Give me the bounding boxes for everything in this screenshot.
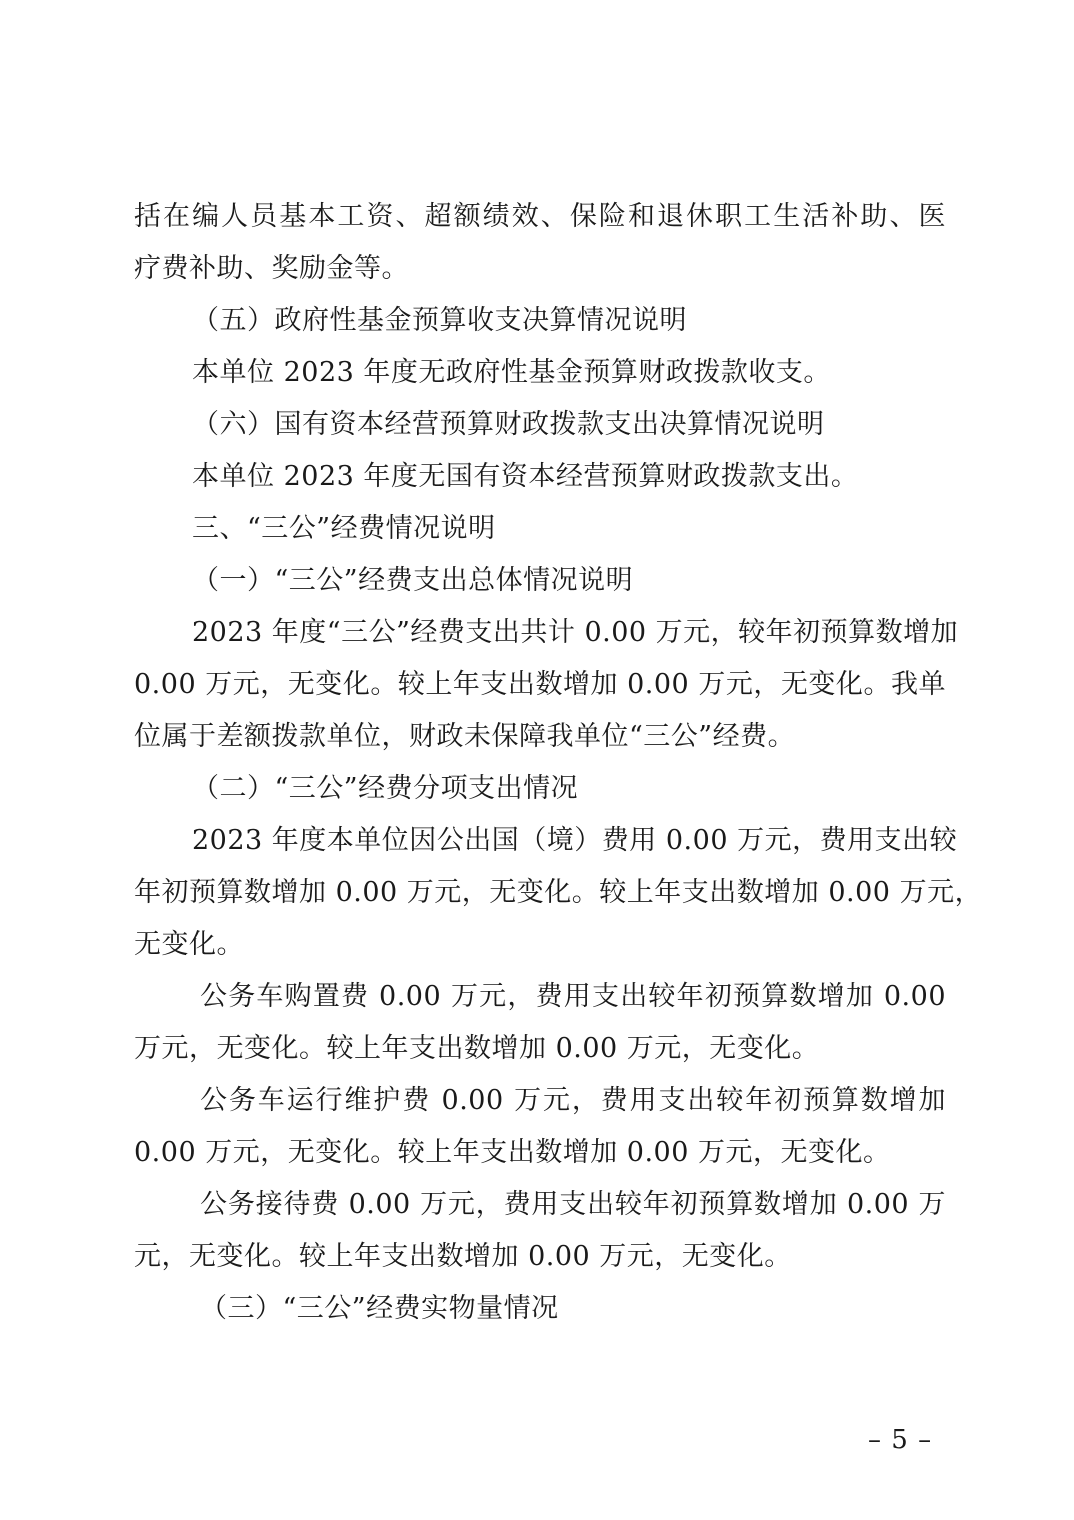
paragraph-line: 公务车运行维护费 0.00 万元，费用支出较年初预算数增加 [200,1085,946,1116]
paragraph-line: 公务车购置费 0.00 万元，费用支出较年初预算数增加 0.00 [200,981,946,1012]
paragraph-line: 元，无变化。较上年支出数增加 0.00 万元，无变化。 [134,1241,792,1272]
paragraph-line: 括在编人员基本工资、超额绩效、保险和退休职工生活补助、医 [134,201,946,232]
paragraph-line: 公务接待费 0.00 万元，费用支出较年初预算数增加 0.00 万 [200,1189,946,1220]
paragraph-line: 年初预算数增加 0.00 万元，无变化。较上年支出数增加 0.00 万元， [134,877,983,908]
paragraph-line: 本单位 2023 年度无国有资本经营预算财政拨款支出。 [192,461,859,492]
chapter-heading: 三、“三公”经费情况说明 [192,513,496,544]
paragraph-line: 无变化。 [134,929,244,960]
paragraph-line: 位属于差额拨款单位，财政未保障我单位“三公”经费。 [134,721,796,752]
section-heading: （一）“三公”经费支出总体情况说明 [192,565,634,596]
paragraph-line: 疗费补助、奖励金等。 [134,253,409,284]
paragraph-line: 万元，无变化。较上年支出数增加 0.00 万元，无变化。 [134,1033,820,1064]
paragraph-line: 0.00 万元，无变化。较上年支出数增加 0.00 万元，无变化。 [134,1137,891,1168]
section-heading: （三）“三公”经费实物量情况 [200,1293,559,1324]
section-heading: （五）政府性基金预算收支决算情况说明 [192,305,687,336]
paragraph-line: 2023 年度“三公”经费支出共计 0.00 万元，较年初预算数增加 [192,617,959,648]
paragraph-line: 本单位 2023 年度无政府性基金预算财政拨款收支。 [192,357,831,388]
paragraph-line: 0.00 万元，无变化。较上年支出数增加 0.00 万元，无变化。我单 [134,669,946,700]
paragraph-line: 2023 年度本单位因公出国（境）费用 0.00 万元，费用支出较 [192,825,958,856]
page-number: – 5 – [868,1425,933,1455]
section-heading: （六）国有资本经营预算财政拨款支出决算情况说明 [192,409,825,440]
section-heading: （二）“三公”经费分项支出情况 [192,773,579,804]
